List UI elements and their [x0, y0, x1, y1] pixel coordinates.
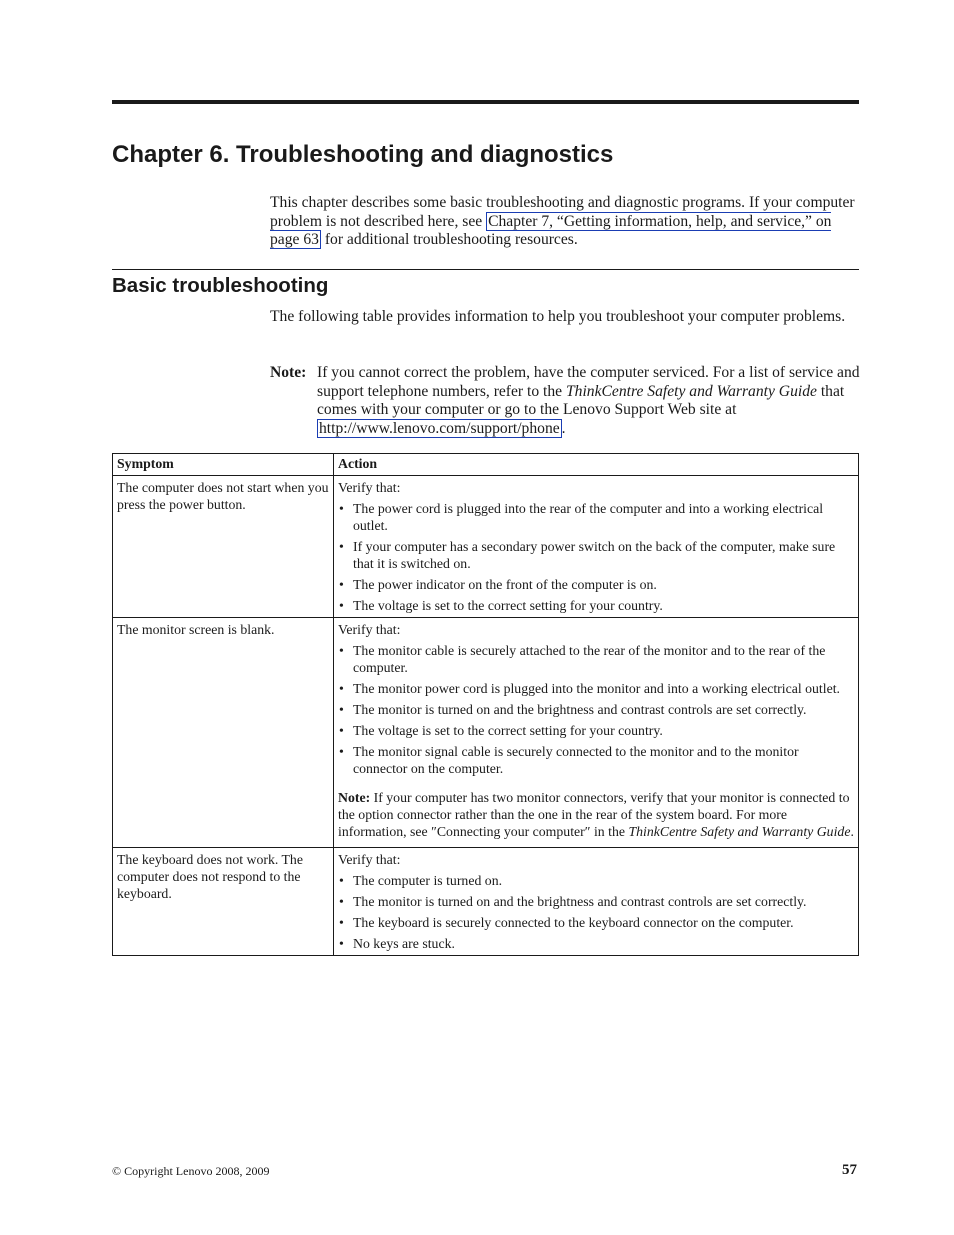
chapter-top-rule	[112, 100, 859, 104]
section-intro: The following table provides information to help you troubleshoot your computer problems.	[270, 308, 846, 325]
bullet-icon: •	[339, 915, 344, 930]
list-item	[338, 935, 854, 952]
bullet-icon: •	[339, 873, 344, 888]
action-list	[338, 642, 854, 777]
list-item-text: The keyboard is securely connected to the keyboard connector on the computer.	[353, 915, 794, 930]
note-label: Note:	[270, 364, 307, 381]
note-guide-title: ThinkCentre Safety and Warranty Guide	[566, 382, 817, 400]
list-item	[338, 576, 854, 593]
list-item	[338, 538, 854, 572]
cell-note-end: .	[850, 824, 854, 839]
chapter-intro	[270, 194, 860, 250]
list-item-text: The monitor power cord is plugged into the monitor and into a working electrical outlet.	[353, 681, 840, 696]
table-header-row	[113, 454, 859, 476]
note-text: If you cannot correct the problem, have the computer serviced. For a list of service and support telephone numbers, refer to the	[317, 364, 860, 400]
action-cell	[334, 618, 859, 848]
symptom-header: Symptom	[113, 454, 334, 476]
list-item	[338, 642, 854, 676]
action-cell	[334, 848, 859, 956]
table-row	[113, 476, 859, 618]
cell-note-guide-title: ThinkCentre Safety and Warranty Guide	[628, 824, 851, 839]
bullet-icon: •	[339, 744, 344, 759]
bullet-icon: •	[339, 723, 344, 738]
monitor-note	[338, 789, 854, 840]
bullet-icon: •	[339, 643, 344, 658]
note-body	[317, 364, 862, 439]
symptom-cell: The computer does not start when you press the power button.	[113, 476, 334, 618]
list-item	[338, 722, 854, 739]
note-text-end: .	[561, 420, 566, 438]
action-list	[338, 500, 854, 614]
list-item-text: The voltage is set to the correct setting for your country.	[353, 598, 663, 613]
intro-text: This chapter describes some basic troubleshooting and diagnostic programs. If your computer problem is not described here, see	[270, 194, 855, 230]
list-item-text: The power indicator on the front of the computer is on.	[353, 577, 657, 592]
action-cell	[334, 476, 859, 618]
support-phone-link[interactable]: http://www.lenovo.com/support/phone	[319, 420, 560, 438]
bullet-icon: •	[339, 539, 344, 554]
symptom-cell: The keyboard does not work. The computer does not respond to the keyboard.	[113, 848, 334, 956]
bullet-icon: •	[339, 681, 344, 696]
chapter-7-link[interactable]: Chapter 7, “Getting information, help, and service,” on page 63	[270, 212, 832, 248]
copyright-footer: © Copyright Lenovo 2008, 2009	[112, 1164, 270, 1178]
bullet-icon: •	[339, 702, 344, 717]
section-title: Basic troubleshooting	[112, 274, 329, 297]
section-rule	[112, 269, 859, 270]
bullet-icon: •	[339, 598, 344, 613]
symptom-cell: The monitor screen is blank.	[113, 618, 334, 848]
list-item	[338, 500, 854, 534]
cell-note-label: Note:	[338, 790, 371, 805]
troubleshooting-table	[112, 453, 859, 956]
action-list	[338, 872, 854, 952]
note-text-middle: that comes with your computer or go to the Lenovo Support Web site at	[317, 382, 845, 419]
list-item	[338, 680, 854, 697]
bullet-icon: •	[339, 894, 344, 909]
list-item	[338, 893, 854, 910]
list-item-text: The computer is turned on.	[353, 873, 503, 888]
list-item	[338, 914, 854, 931]
list-item	[338, 597, 854, 614]
chapter-title: Chapter 6. Troubleshooting and diagnostics	[112, 141, 614, 168]
page-number: 57	[842, 1162, 857, 1178]
cell-note-text: If your computer has two monitor connectors, verify that your monitor is connected to the option connector rather than the one in the rear of the system board. For more information, see ″Connecting your computer″ in the	[338, 790, 850, 839]
action-header: Action	[334, 454, 859, 476]
bullet-icon: •	[339, 577, 344, 592]
list-item-text: The voltage is set to the correct setting for your country.	[353, 723, 663, 738]
list-item	[338, 701, 854, 718]
list-item-text: The power cord is plugged into the rear of the computer and into a working electrical outlet.	[353, 501, 824, 533]
verify-label: Verify that:	[338, 852, 401, 867]
table-row	[113, 848, 859, 956]
verify-label: Verify that:	[338, 480, 401, 495]
list-item-text: The monitor is turned on and the brightness and contrast controls are set correctly.	[353, 702, 807, 717]
list-item-text: No keys are stuck.	[353, 936, 455, 951]
table-row	[113, 618, 859, 848]
list-item-text: The monitor signal cable is securely connected to the monitor and to the monitor connector on the computer.	[353, 744, 799, 776]
verify-label: Verify that:	[338, 622, 401, 637]
list-item-text: The monitor cable is securely attached to the rear of the monitor and to the rear of the computer.	[353, 643, 826, 675]
list-item	[338, 872, 854, 889]
bullet-icon: •	[339, 936, 344, 951]
intro-text-end: for additional troubleshooting resources.	[320, 231, 578, 248]
list-item	[338, 743, 854, 777]
list-item-text: The monitor is turned on and the brightness and contrast controls are set correctly.	[353, 894, 807, 909]
list-item-text: If your computer has a secondary power switch on the back of the computer, make sure that it is switched on.	[353, 539, 836, 571]
bullet-icon: •	[339, 501, 344, 516]
